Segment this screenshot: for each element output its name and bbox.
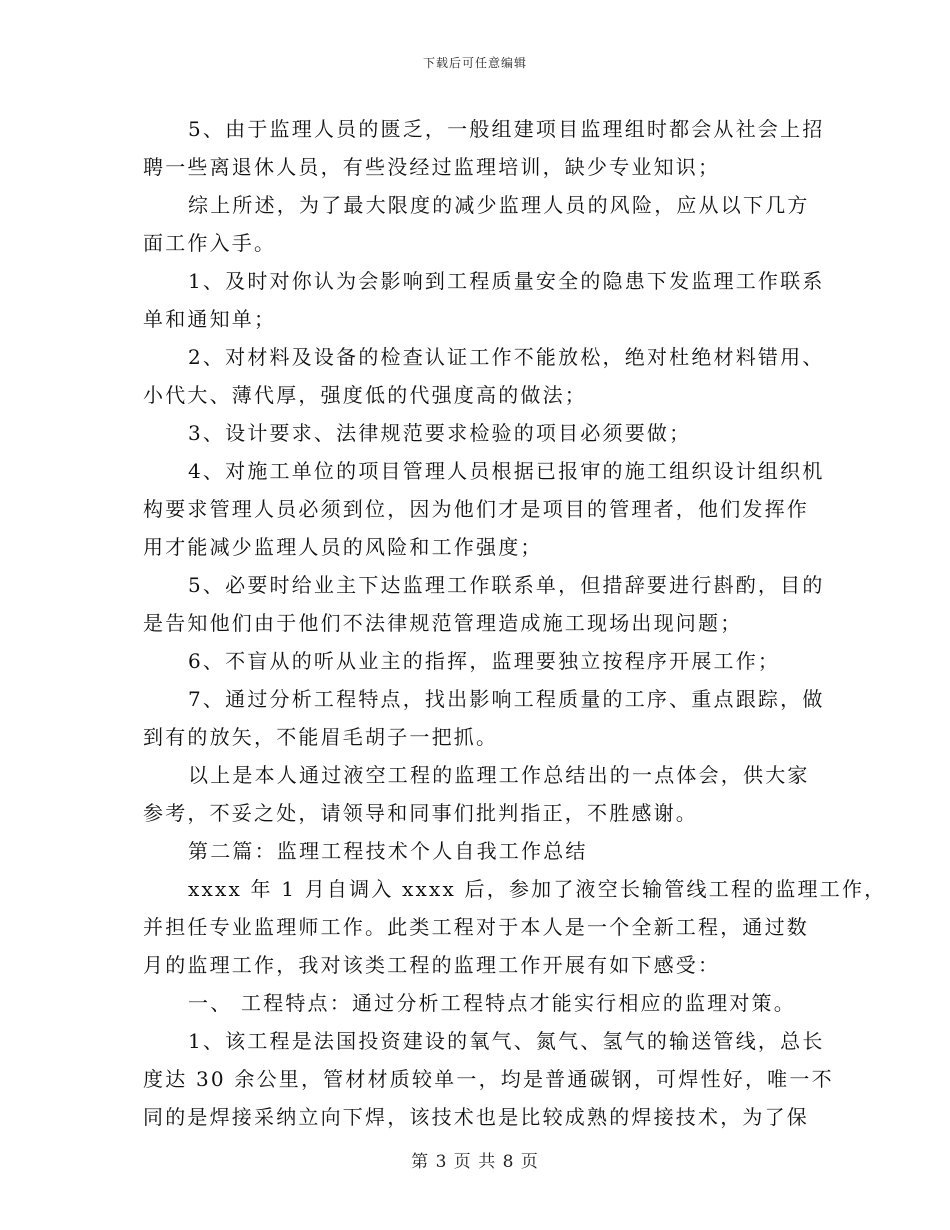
text-line: 5、由于监理人员的匮乏，一般组建项目监理组时都会从社会上招 bbox=[188, 117, 825, 141]
text-line: 面工作入手。 bbox=[143, 231, 277, 255]
text-line: 1、该工程是法国投资建设的氧气、氮气、氢气的输送管线，总长 bbox=[188, 1029, 825, 1053]
text-line: 7、通过分析工程特点，找出影响工程质量的工序、重点跟踪，做 bbox=[188, 687, 825, 711]
text-line: 同的是焊接采纳立向下焊，该技术也是比较成熟的焊接技术，为了保 bbox=[143, 1105, 809, 1129]
page-header-note: 下载后可任意编辑 bbox=[422, 56, 527, 70]
text-line: 4、对施工单位的项目管理人员根据已报审的施工组织设计组织机 bbox=[188, 459, 825, 483]
text-line: 2、对材料及设备的检查认证工作不能放松，绝对杜绝材料错用、 bbox=[188, 345, 825, 369]
text-line: 1、及时对你认为会影响到工程质量安全的隐患下发监理工作联系 bbox=[188, 269, 825, 293]
text-line: 度达 30 余公里，管材材质较单一，均是普通碳钢，可焊性好，唯一不 bbox=[143, 1067, 834, 1091]
text-line: 用才能减少监理人员的风险和工作强度； bbox=[143, 535, 543, 559]
text-line: 3、设计要求、法律规范要求检验的项目必须要做； bbox=[188, 421, 692, 445]
text-line: 构要求管理人员必须到位，因为他们才是项目的管理者，他们发挥作 bbox=[143, 497, 809, 521]
text-line: 是告知他们由于他们不法律规范管理造成施工现场出现问题； bbox=[143, 611, 743, 635]
text-line: 一、 工程特点：通过分析工程特点才能实行相应的监理对策。 bbox=[188, 991, 796, 1015]
text-line: 到有的放矢，不能眉毛胡子一把抓。 bbox=[143, 725, 499, 749]
page-footer-number: 第 3 页 共 8 页 bbox=[411, 1152, 539, 1172]
text-line: 小代大、薄代厚，强度低的代强度高的做法； bbox=[143, 383, 587, 407]
text-line: 第二篇：监理工程技术个人自我工作总结 bbox=[188, 839, 588, 863]
text-line: 6、不盲从的听从业主的指挥，监理要独立按程序开展工作； bbox=[188, 649, 781, 673]
text-line: 聘一些离退休人员，有些没经过监理培训，缺少专业知识； bbox=[143, 155, 721, 179]
text-line: 参考，不妥之处，请领导和同事们批判指正，不胜感谢。 bbox=[143, 801, 698, 825]
text-line: 以上是本人通过液空工程的监理工作总结出的一点体会，供大家 bbox=[188, 763, 810, 787]
text-line: 综上所述，为了最大限度的减少监理人员的风险，应从以下几方 bbox=[188, 193, 810, 217]
text-line: 并担任专业监理师工作。此类工程对于本人是一个全新工程，通过数 bbox=[143, 915, 809, 939]
text-line: 5、必要时给业主下达监理工作联系单，但措辞要进行斟酌，目的 bbox=[188, 573, 825, 597]
text-line: xxxx 年 1 月自调入 xxxx 后，参加了液空长输管线工程的监理工作， bbox=[188, 877, 887, 901]
document-body bbox=[143, 110, 887, 1136]
text-line: 月的监理工作，我对该类工程的监理工作开展有如下感受： bbox=[143, 953, 721, 977]
text-line: 单和通知单； bbox=[143, 307, 277, 331]
